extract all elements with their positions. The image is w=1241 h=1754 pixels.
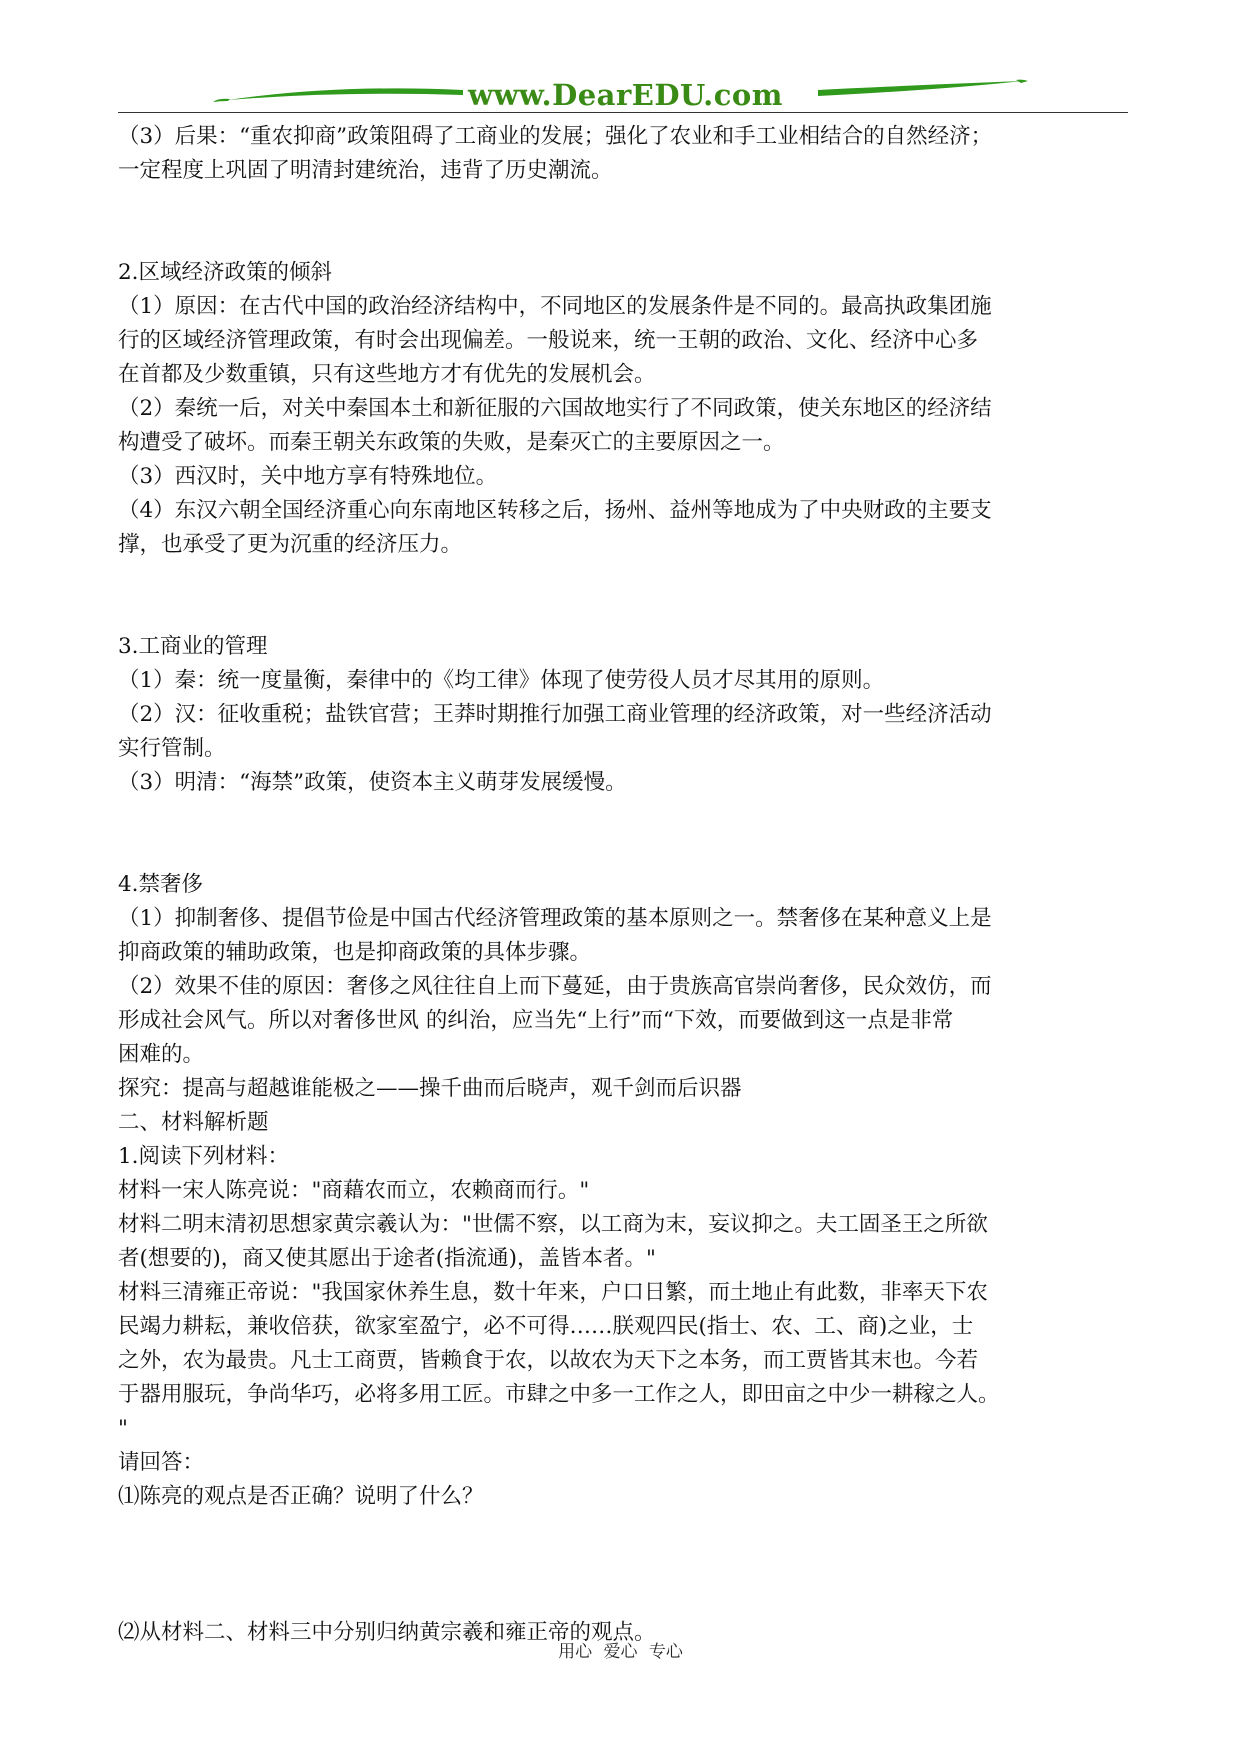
text-line: （1）原因：在古代中国的政治经济结构中，不同地区的发展条件是不同的。最高执政集团施: [118, 294, 992, 319]
site-logo-text[interactable]: www.DearEDU.com: [468, 78, 783, 112]
text-line: 一定程度上巩固了明清封建统治，违背了历史潮流。: [118, 158, 613, 183]
text-line: （3）明清：“海禁”政策，使资本主义萌芽发展缓慢。: [118, 770, 627, 795]
text-line: （1）秦：统一度量衡，秦律中的《均工律》体现了使劳役人员才尽其用的原则。: [118, 668, 885, 693]
text-line: （3）后果：“重农抑商”政策阻碍了工商业的发展；强化了农业和手工业相结合的自然经济；: [118, 124, 993, 149]
document-body: [118, 120, 1128, 1650]
page-footer: 用心 爱心 专心: [558, 1642, 683, 1662]
text-line: 撑，也承受了更为沉重的经济压力。: [118, 532, 463, 557]
text-line: （2）汉：征收重税；盐铁官营；王莽时期推行加强工商业管理的经济政策，对一些经济活动: [118, 702, 992, 727]
text-line: （2）效果不佳的原因：奢侈之风往往自上而下蔓延，由于贵族高官崇尚奢侈，民众效仿，而: [118, 974, 992, 999]
text-line: 材料三清雍正帝说："我国家休养生息，数十年来，户口日繁，而土地止有此数，非率天下农: [118, 1280, 988, 1305]
text-line: （3）西汉时，关中地方享有特殊地位。: [118, 464, 498, 489]
text-line: 于器用服玩，争尚华巧，必将多用工匠。市肆之中多一工作之人，即田亩之中少一耕稼之人。: [118, 1382, 1000, 1407]
section-heading: 二、材料解析题: [118, 1110, 269, 1135]
text-line: 困难的。: [118, 1042, 205, 1067]
text-line: 请回答：: [118, 1450, 205, 1475]
text-line: ": [118, 1416, 128, 1441]
text-line: 者(想要的)，商又使其愿出于途者(指流通)，盖皆本者。": [118, 1246, 656, 1271]
text-line: 构遭受了破坏。而秦王朝关东政策的失败，是秦灭亡的主要原因之一。: [118, 430, 785, 455]
text-line: 抑商政策的辅助政策，也是抑商政策的具体步骤。: [118, 940, 592, 965]
section-heading: 4.禁奢侈: [118, 872, 204, 897]
site-header: [118, 76, 1128, 116]
section-heading: 3.工商业的管理: [118, 634, 268, 659]
text-line: 在首都及少数重镇，只有这些地方才有优先的发展机会。: [118, 362, 656, 387]
text-line: （2）秦统一后，对关中秦国本土和新征服的六国故地实行了不同政策，使关东地区的经济结: [118, 396, 992, 421]
text-line: 材料一宋人陈亮说："商藉农而立，农赖商而行。": [118, 1178, 590, 1203]
text-line: 行的区域经济管理政策，有时会出现偏差。一般说来，统一王朝的政治、文化、经济中心多: [118, 328, 979, 353]
text-line: （4）东汉六朝全国经济重心向东南地区转移之后，扬州、益州等地成为了中央财政的主要支: [118, 498, 992, 523]
question-line: ⑵从材料二、材料三中分别归纳黄宗羲和雍正帝的观点。: [118, 1620, 656, 1645]
text-line: 之外，农为最贵。凡士工商贾，皆赖食于农，以故农为天下之本务，而工贾皆其末也。今若: [118, 1348, 979, 1373]
text-line: 形成社会风气。所以对奢侈世风 的纠治，应当先“上行”而“下效，而要做到这一点是非常: [118, 1008, 954, 1033]
question-line: ⑴陈亮的观点是否正确？说明了什么？: [118, 1484, 484, 1509]
text-line: 民竭力耕耘，兼收倍获，欲家室盈宁，必不可得……朕观四民(指士、农、工、商)之业，士: [118, 1314, 974, 1339]
text-line: （1）抑制奢侈、提倡节俭是中国古代经济管理政策的基本原则之一。禁奢侈在某种意义上是: [118, 906, 992, 931]
text-line: 材料二明末清初思想家黄宗羲认为："世儒不察，以工商为末，妄议抑之。夫工固圣王之所欲: [118, 1212, 988, 1237]
text-line: 实行管制。: [118, 736, 226, 761]
text-line: 1.阅读下列材料：: [118, 1144, 290, 1169]
text-line: 探究：提高与超越谁能极之——操千曲而后晓声，观千剑而后识器: [118, 1076, 742, 1101]
section-heading: 2.区域经济政策的倾斜: [118, 260, 333, 285]
header-divider: [118, 112, 1128, 113]
